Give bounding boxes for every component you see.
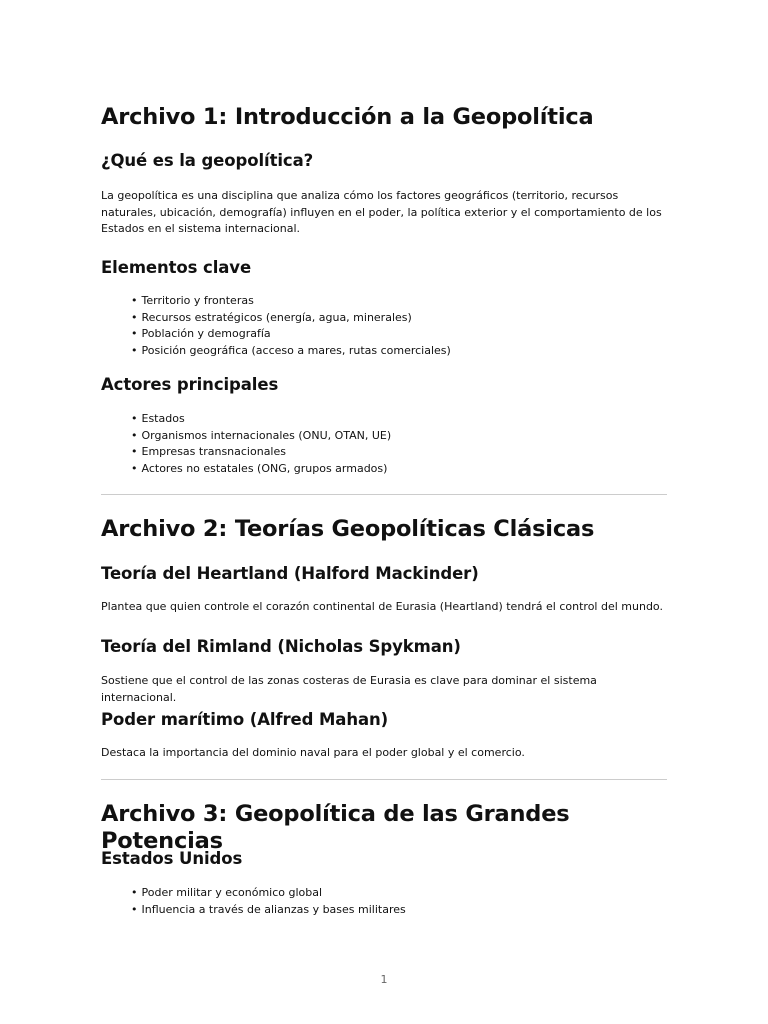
list-item: • Empresas transnacionales bbox=[131, 444, 697, 461]
section-1-paragraph-what-is: La geopolítica es una disciplina que analiza cómo los factores geográficos (territorio, recursos naturales, ubicación, demografía) influyen en el poder, la política exterior y el comportamiento de los Estados en el sistema internacional. bbox=[101, 189, 662, 235]
list-item: • Actores no estatales (ONG, grupos armados) bbox=[131, 461, 697, 478]
section-2-paragraph-rimland: Sostiene que el control de las zonas costeras de Eurasia es clave para dominar el sistema internacional. bbox=[101, 674, 597, 704]
list-item: • Recursos estratégicos (energía, agua, minerales) bbox=[131, 310, 697, 327]
section-2-paragraph-sea-power: Destaca la importancia del dominio naval para el poder global y el comercio. bbox=[101, 746, 525, 759]
section-divider bbox=[101, 494, 667, 495]
list-item: • Influencia a través de alianzas y bases militares bbox=[131, 902, 697, 919]
section-1-heading-what-is: ¿Qué es la geopolítica? bbox=[101, 151, 314, 170]
page-number: 1 bbox=[380, 973, 388, 986]
section-2-heading-sea-power: Poder marítimo (Alfred Mahan) bbox=[101, 710, 389, 729]
usa-list bbox=[101, 885, 697, 918]
section-1-heading-key-elements: Elementos clave bbox=[101, 258, 252, 277]
section-2-heading-rimland: Teoría del Rimland (Nicholas Spykman) bbox=[101, 637, 461, 656]
list-item: • Población y demografía bbox=[131, 326, 697, 343]
list-item: • Posición geográfica (acceso a mares, rutas comerciales) bbox=[131, 343, 697, 360]
section-divider bbox=[101, 779, 667, 780]
section-3-heading-usa: Estados Unidos bbox=[101, 849, 243, 868]
section-1-heading-main-actors: Actores principales bbox=[101, 375, 279, 394]
list-item: • Estados bbox=[131, 411, 697, 428]
section-2-paragraph-heartland: Plantea que quien controle el corazón continental de Eurasia (Heartland) tendrá el control del mundo. bbox=[101, 600, 663, 613]
list-item: • Poder militar y económico global bbox=[131, 885, 697, 902]
key-elements-list bbox=[101, 293, 697, 359]
list-item: • Territorio y fronteras bbox=[131, 293, 697, 310]
section-2-title: Archivo 2: Teorías Geopolíticas Clásicas bbox=[101, 516, 595, 542]
section-3-title: Archivo 3: Geopolítica de las Grandes Potencias bbox=[101, 801, 570, 854]
section-2-heading-heartland: Teoría del Heartland (Halford Mackinder) bbox=[101, 564, 479, 583]
main-actors-list bbox=[101, 411, 697, 477]
section-1-title: Archivo 1: Introducción a la Geopolítica bbox=[101, 104, 594, 130]
list-item: • Organismos internacionales (ONU, OTAN, UE) bbox=[131, 428, 697, 445]
